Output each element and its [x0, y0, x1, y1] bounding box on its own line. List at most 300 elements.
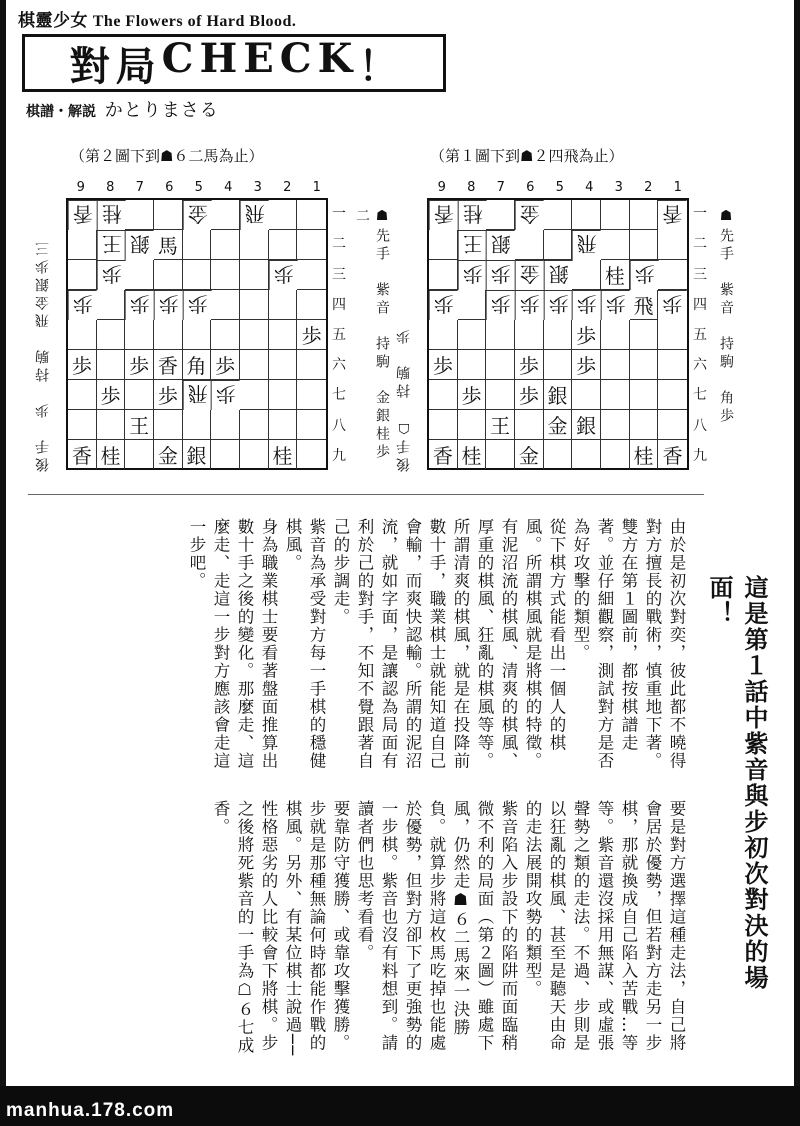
diagram-left-col-numbers	[66, 180, 332, 195]
board-square	[515, 260, 544, 290]
board-square	[125, 320, 154, 350]
board-square	[125, 200, 154, 230]
row-number: 二	[693, 236, 707, 253]
board-square	[572, 380, 601, 410]
board-square	[601, 200, 630, 230]
diagram-right-sente-hand: ☗先手 紫音 持駒 角歩	[718, 208, 734, 426]
sente-piece: 王	[490, 414, 511, 438]
board-square	[572, 200, 601, 230]
series-title-jp: 棋靈少女	[18, 11, 88, 30]
row-number: 六	[332, 357, 346, 374]
right-edge-bar	[794, 0, 800, 1126]
board-square	[601, 290, 630, 320]
col-number: 5	[555, 180, 564, 195]
board-square	[572, 320, 601, 350]
board-square	[183, 320, 212, 350]
board-square	[486, 290, 515, 320]
row-number: 七	[693, 387, 707, 404]
credit-name: かとりまさる	[104, 100, 219, 121]
col-number: 1	[312, 180, 321, 195]
board-square	[68, 290, 97, 320]
row-number: 九	[693, 447, 707, 464]
diagram-left-gote-hand: 後手 歩 持駒 飛金銀歩三	[35, 238, 51, 472]
board-square	[515, 230, 544, 260]
board-square	[458, 320, 487, 350]
board-square	[486, 350, 515, 380]
credit-label: 棋譜・解説	[26, 104, 96, 120]
board-square	[211, 290, 240, 320]
banner-char: E	[243, 34, 274, 82]
row-number: 七	[332, 387, 346, 404]
board-square	[572, 290, 601, 320]
gote-piece: 王	[101, 232, 122, 256]
board-square	[515, 440, 544, 469]
col-number: 4	[585, 180, 594, 195]
board-square	[154, 320, 183, 350]
gote-piece: 歩	[72, 292, 93, 316]
board-square	[630, 320, 659, 350]
sente-piece: 銀	[547, 384, 568, 408]
series-title	[18, 6, 296, 31]
sente-piece: 金	[518, 444, 539, 468]
board-square	[486, 380, 515, 410]
sente-piece: 歩	[432, 354, 453, 378]
row-number: 三	[332, 266, 346, 283]
col-number: 2	[644, 180, 653, 195]
board-square	[458, 410, 487, 440]
gote-piece: 香	[433, 202, 454, 226]
row-number: 四	[332, 296, 346, 313]
board-square	[601, 380, 630, 410]
sente-piece: 歩	[157, 384, 178, 408]
board-square	[68, 380, 97, 410]
board-square	[486, 200, 515, 230]
board-square	[297, 260, 326, 290]
board-square	[97, 350, 126, 380]
board-square	[572, 350, 601, 380]
board-square	[211, 410, 240, 440]
board-square	[429, 260, 458, 290]
board-square	[658, 200, 687, 230]
gote-piece: 歩	[491, 292, 512, 316]
board-square	[97, 410, 126, 440]
board-square	[154, 380, 183, 410]
gote-piece: 歩	[662, 292, 683, 316]
sente-piece: 金	[157, 444, 178, 468]
board-square	[544, 320, 573, 350]
gote-piece: 香	[662, 202, 683, 226]
board-square	[125, 410, 154, 440]
board-square	[458, 350, 487, 380]
diagram-left-board	[66, 198, 328, 470]
board-square	[211, 230, 240, 260]
gote-piece: 銀	[548, 262, 569, 286]
board-square	[269, 440, 298, 469]
gote-piece: 王	[462, 232, 483, 256]
board-square	[97, 440, 126, 469]
board-square	[183, 440, 212, 469]
article-paragraph: 紫音為承受對方每一手棋的穩健棋風。	[283, 518, 326, 770]
gote-piece: 歩	[491, 262, 512, 286]
sente-piece: 歩	[129, 354, 150, 378]
article-paragraph: 由於是初次對奕，彼此都不曉得對方擅長的戰術，慎重地下著。雙方在第１圖前，都按棋譜走著。並仔細觀察，測試對方是否為好攻擊的類型。	[571, 518, 686, 770]
gote-piece: 桂	[462, 202, 483, 226]
board-square	[486, 320, 515, 350]
board-square	[125, 440, 154, 469]
board-square	[630, 410, 659, 440]
board-square	[97, 230, 126, 260]
row-number: 三	[693, 266, 707, 283]
board-square	[429, 380, 458, 410]
board-square	[183, 380, 212, 410]
board-square	[211, 260, 240, 290]
board-square	[97, 290, 126, 320]
board-square	[240, 290, 269, 320]
board-square	[658, 260, 687, 290]
board-square	[269, 380, 298, 410]
sente-piece: 角	[186, 354, 207, 378]
board-square	[630, 380, 659, 410]
board-square	[269, 320, 298, 350]
board-square	[154, 410, 183, 440]
board-square	[269, 290, 298, 320]
col-number: 4	[224, 180, 233, 195]
board-square	[429, 350, 458, 380]
col-number: 8	[467, 180, 476, 195]
board-square	[572, 410, 601, 440]
board-square	[429, 230, 458, 260]
board-square	[544, 440, 573, 469]
board-square	[544, 290, 573, 320]
board-square	[97, 380, 126, 410]
board-square	[544, 350, 573, 380]
series-title-en: The Flowers of Hard Blood.	[92, 13, 297, 30]
sente-piece: 歩	[576, 324, 597, 348]
board-square	[544, 200, 573, 230]
sente-piece: 歩	[301, 324, 322, 348]
board-square	[183, 260, 212, 290]
board-square	[297, 410, 326, 440]
banner-char: 對	[69, 42, 110, 90]
board-square	[297, 440, 326, 469]
board-square	[572, 230, 601, 260]
gote-piece: 歩	[187, 292, 208, 316]
check-banner	[22, 34, 446, 92]
col-number: 6	[526, 180, 535, 195]
row-number: 一	[332, 206, 346, 223]
board-square	[211, 380, 240, 410]
col-number: 9	[76, 180, 85, 195]
sente-piece: 香	[71, 444, 92, 468]
board-square	[630, 200, 659, 230]
diagram-right-caption: （第１圖下到☗２四飛為止）	[430, 147, 624, 165]
board-square	[544, 260, 573, 290]
board-square	[601, 350, 630, 380]
diagram-right-col-numbers	[427, 180, 693, 195]
gote-piece: 歩	[462, 262, 483, 286]
gote-piece: 歩	[577, 292, 598, 316]
row-number: 二	[332, 236, 346, 253]
board-square	[572, 260, 601, 290]
board-square	[630, 260, 659, 290]
gote-piece: 歩	[433, 292, 454, 316]
gote-piece: 飛	[187, 382, 208, 406]
board-square	[154, 290, 183, 320]
sente-piece: 金	[547, 414, 568, 438]
board-square	[125, 380, 154, 410]
article-lower-column	[52, 800, 688, 1062]
gote-piece: 飛	[577, 232, 598, 256]
board-square	[68, 260, 97, 290]
row-number: 一	[693, 206, 707, 223]
gote-piece: 歩	[548, 292, 569, 316]
sente-piece: 歩	[518, 354, 539, 378]
sente-piece: 桂	[633, 444, 654, 468]
row-number: 五	[332, 326, 346, 343]
board-square	[601, 320, 630, 350]
gote-piece: 歩	[216, 382, 237, 406]
credit-line	[26, 96, 219, 122]
board-square	[515, 410, 544, 440]
sente-piece: 香	[662, 444, 683, 468]
gote-piece: 金	[519, 202, 540, 226]
board-square	[486, 440, 515, 469]
board-square	[515, 350, 544, 380]
sente-piece: 桂	[272, 444, 293, 468]
sente-piece: 香	[432, 444, 453, 468]
board-square	[601, 410, 630, 440]
col-number: 8	[106, 180, 115, 195]
board-square	[240, 380, 269, 410]
banner-char: ！	[358, 42, 399, 90]
row-number: 九	[332, 447, 346, 464]
board-square	[183, 200, 212, 230]
article-paragraph: 要是對方選擇這種走法，自己將會居於優勢，但若對方走另一步棋，那就換成自己陷入苦戰…等等。紫音還沒採用無謀、或虛張聲勢之類的走法。不過、步則是以狂亂的棋風、甚至是聽天由命的走法展開攻勢的類型。	[523, 800, 686, 1052]
board-square	[269, 230, 298, 260]
board-square	[429, 290, 458, 320]
section-divider	[28, 494, 704, 495]
board-square	[601, 230, 630, 260]
board-square	[211, 440, 240, 469]
board-square	[97, 260, 126, 290]
sente-piece: 銀	[576, 414, 597, 438]
col-number: 7	[496, 180, 505, 195]
board-square	[458, 260, 487, 290]
board-square	[240, 200, 269, 230]
col-number: 3	[253, 180, 262, 195]
row-number: 六	[693, 357, 707, 374]
board-square	[211, 320, 240, 350]
board-square	[269, 350, 298, 380]
gote-piece: 歩	[519, 292, 540, 316]
article-paragraph: 身為職業棋士要看著盤面推算出數十手之後的變化。那麼走、這麼走、走這一步對方應該會走這一步吧。	[187, 518, 278, 770]
board-square	[97, 200, 126, 230]
gote-piece: 歩	[273, 262, 294, 286]
sente-piece: 歩	[100, 384, 121, 408]
sente-piece: 桂	[100, 444, 121, 468]
board-square	[630, 230, 659, 260]
col-number: 1	[673, 180, 682, 195]
board-square	[297, 230, 326, 260]
board-square	[458, 440, 487, 469]
board-square	[183, 350, 212, 380]
board-square	[458, 380, 487, 410]
board-square	[211, 350, 240, 380]
board-square	[572, 440, 601, 469]
board-square	[515, 320, 544, 350]
board-square	[125, 230, 154, 260]
gote-piece: 金	[519, 262, 540, 286]
article-paragraph: 紫音陷入步設下的陷阱而面臨稍微不利的局面（第２圖）雖處下風，仍然走☗６二馬來一決勝負。就算步將這枚馬吃掉也能處於優勢，但對方卻下了更強勢的一步棋。紫音也沒有料想到。請讀者們也思考看看。	[355, 800, 518, 1052]
board-square	[630, 290, 659, 320]
board-square	[125, 350, 154, 380]
board-square	[240, 410, 269, 440]
board-square	[544, 410, 573, 440]
board-square	[486, 260, 515, 290]
gote-piece: 歩	[634, 262, 655, 286]
gote-piece: 香	[72, 202, 93, 226]
board-square	[658, 410, 687, 440]
board-square	[68, 410, 97, 440]
board-square	[601, 440, 630, 469]
sente-piece: 王	[129, 414, 150, 438]
board-square	[630, 350, 659, 380]
banner-char: H	[199, 34, 238, 82]
gote-piece: 歩	[130, 292, 151, 316]
banner-char: C	[161, 34, 194, 82]
board-square	[240, 320, 269, 350]
board-square	[125, 290, 154, 320]
board-square	[486, 230, 515, 260]
board-square	[658, 290, 687, 320]
board-square	[154, 350, 183, 380]
board-square	[297, 320, 326, 350]
diagram-left-caption: （第２圖下到☗６二馬為止）	[70, 147, 264, 165]
board-square	[429, 440, 458, 469]
board-square	[658, 380, 687, 410]
board-square	[183, 290, 212, 320]
banner-char: 局	[115, 42, 156, 90]
diagram-right-gote-hand: 後手☖ 持駒 歩	[396, 326, 412, 472]
sente-piece: 香	[157, 354, 178, 378]
left-edge-bar	[0, 0, 6, 1126]
board-square	[658, 320, 687, 350]
diagram-right-row-numbers	[691, 198, 709, 470]
board-square	[68, 230, 97, 260]
board-square	[601, 260, 630, 290]
board-square	[297, 380, 326, 410]
board-square	[68, 320, 97, 350]
board-square	[658, 230, 687, 260]
gote-piece: 歩	[101, 262, 122, 286]
sente-piece: 歩	[71, 354, 92, 378]
board-square	[154, 440, 183, 469]
sente-piece: 歩	[461, 384, 482, 408]
board-square	[183, 410, 212, 440]
row-number: 四	[693, 296, 707, 313]
board-square	[515, 290, 544, 320]
gote-piece: 飛	[244, 202, 265, 226]
board-square	[429, 410, 458, 440]
article-paragraph: 要靠防守獲勝、或靠攻擊獲勝。步就是那種無論何時都能作戰的棋風。另外、有某位棋士說過──性格惡劣的人比較會下將棋。步之後將死紫音的一手為☖６七成香。	[211, 800, 350, 1057]
sente-piece: 飛	[633, 294, 654, 318]
article-paragraph: 所謂清爽的棋風，就是在投降前數十手，職業棋士就能知道自己會輸，而爽快認輸。所謂的泥沼流，就如字面，是讓認為局面有利於己的對手，不知不覺跟著自己的步調走。	[331, 518, 470, 770]
diagram-left-row-numbers	[330, 198, 348, 470]
board-square	[458, 200, 487, 230]
sente-piece: 馬	[157, 234, 178, 258]
col-number: 5	[194, 180, 203, 195]
board-square	[544, 230, 573, 260]
board-square	[183, 230, 212, 260]
sente-piece: 歩	[518, 384, 539, 408]
board-square	[240, 230, 269, 260]
gote-piece: 銀	[130, 232, 151, 256]
banner-char: K	[317, 34, 353, 82]
col-number: 3	[614, 180, 623, 195]
board-square	[68, 440, 97, 469]
board-square	[544, 380, 573, 410]
board-square	[154, 230, 183, 260]
board-square	[68, 350, 97, 380]
article-upper-column	[52, 518, 688, 780]
gote-piece: 歩	[158, 292, 179, 316]
diagram-right-board	[427, 198, 689, 470]
sente-piece: 銀	[186, 444, 207, 468]
board-square	[429, 200, 458, 230]
board-square	[269, 200, 298, 230]
board-square	[297, 200, 326, 230]
board-square	[240, 350, 269, 380]
board-square	[269, 260, 298, 290]
board-square	[240, 440, 269, 469]
col-number: 9	[437, 180, 446, 195]
board-square	[297, 290, 326, 320]
board-square	[515, 380, 544, 410]
board-square	[269, 410, 298, 440]
board-square	[240, 260, 269, 290]
board-square	[154, 200, 183, 230]
col-number: 2	[283, 180, 292, 195]
board-square	[429, 320, 458, 350]
board-square	[630, 440, 659, 469]
gote-piece: 歩	[605, 292, 626, 316]
row-number: 八	[332, 417, 346, 434]
row-number: 五	[693, 326, 707, 343]
gote-piece: 銀	[491, 232, 512, 256]
board-square	[97, 320, 126, 350]
board-square	[297, 350, 326, 380]
board-square	[154, 260, 183, 290]
banner-char: C	[279, 34, 312, 82]
board-square	[486, 410, 515, 440]
board-square	[68, 200, 97, 230]
article-paragraph: 從下棋方式能看出一個人的棋風。所謂棋風就是將棋的特徵。有泥沼流的棋風、清爽的棋風、厚重的棋風、狂亂的棋風等等。	[475, 518, 566, 770]
col-number: 6	[165, 180, 174, 195]
diagram-left-sente-hand: ☗先手 紫音 持駒 金銀桂歩二	[354, 208, 390, 462]
sente-piece: 桂	[604, 264, 625, 288]
col-number: 7	[135, 180, 144, 195]
gote-piece: 金	[187, 202, 208, 226]
article-headline: 這是第１話中紫音與步初次對決的場面！	[705, 575, 768, 991]
board-square	[658, 440, 687, 469]
sente-piece: 歩	[576, 354, 597, 378]
sente-piece: 歩	[215, 354, 236, 378]
gote-piece: 桂	[101, 202, 122, 226]
row-number: 八	[693, 417, 707, 434]
board-square	[211, 200, 240, 230]
board-square	[658, 350, 687, 380]
sente-piece: 桂	[461, 444, 482, 468]
